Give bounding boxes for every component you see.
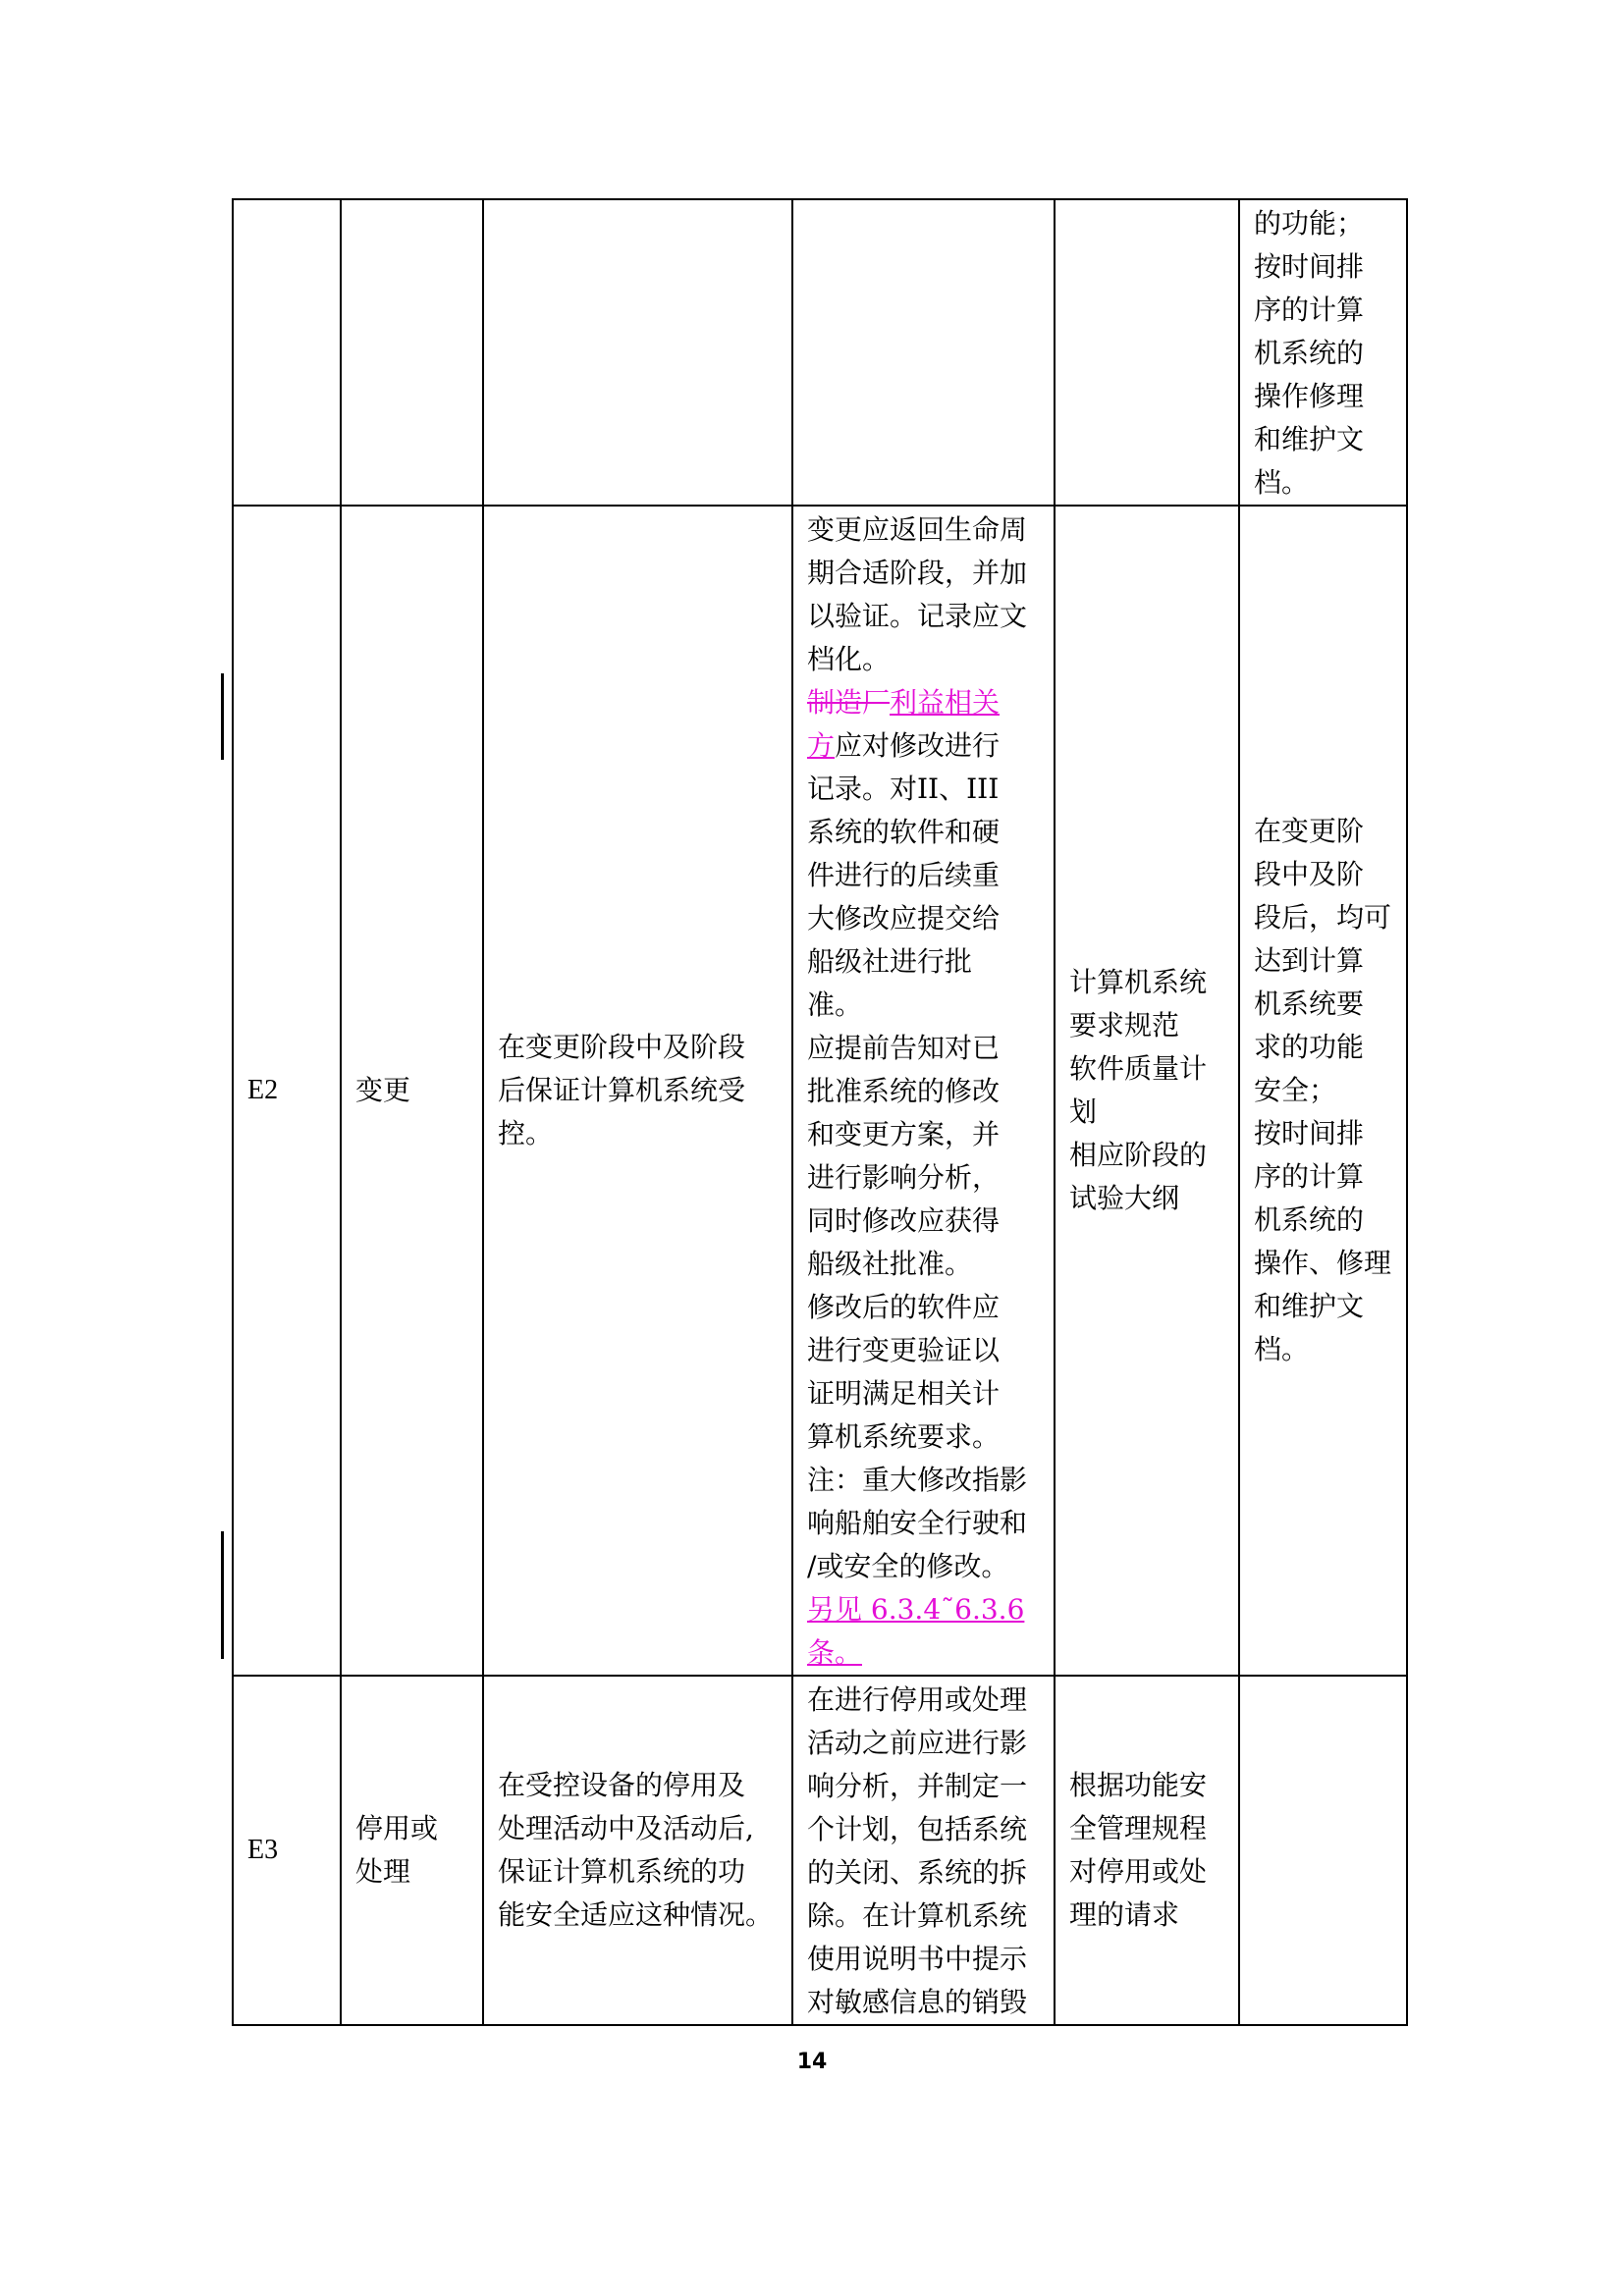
text-line: 使用说明书中提示 <box>807 1943 1028 1975</box>
text-line: 求的功能 <box>1254 1031 1365 1063</box>
text-line: 准。 <box>807 988 863 1021</box>
result-cell <box>1239 1676 1407 2025</box>
text-line: 期合适阶段，并加 <box>807 557 1028 589</box>
text-line: 大修改应提交给 <box>807 902 1001 934</box>
text-line: 算机系统要求。 <box>807 1420 1001 1453</box>
text-line: 记录。对II、III <box>807 773 1000 805</box>
revised-line <box>807 724 1040 768</box>
text-line: 和维护文 <box>1254 1290 1365 1322</box>
text-line: 证明满足相关计 <box>807 1377 1001 1410</box>
deleted-text: 制造厂 <box>807 686 891 719</box>
text-line: 停用或 <box>355 1812 439 1844</box>
text-line: 段中及阶 <box>1254 858 1365 890</box>
text-line: 同时修改应获得 <box>807 1204 1001 1237</box>
requirements-cell <box>792 1676 1055 2025</box>
requirements-table <box>232 198 1408 2026</box>
text-line: 除。在计算机系统 <box>807 1899 1028 1932</box>
text-line: 机系统要 <box>1254 988 1365 1020</box>
documents-cell <box>1055 506 1239 1676</box>
table-row <box>233 199 1407 506</box>
see-also-reference <box>807 1588 1040 1675</box>
text-line: 船级社批准。 <box>807 1248 973 1280</box>
text-line: 序的计算 <box>1254 1160 1365 1193</box>
requirements-cell <box>792 506 1055 1676</box>
code-cell <box>233 199 341 506</box>
text-line: 变更应返回生命周 <box>807 513 1028 546</box>
page-number: 14 <box>796 2050 828 2074</box>
revised-line <box>807 681 1040 724</box>
code-cell: E3 <box>233 1676 341 2025</box>
text-line: 保证计算机系统的功 <box>498 1855 746 1888</box>
text-line: 段后，均可 <box>1254 901 1392 934</box>
text-line: 计算机系统 <box>1069 966 1208 998</box>
change-bar <box>221 673 224 760</box>
text-line: 操作、修理 <box>1254 1247 1392 1279</box>
text-line: 档。 <box>1254 466 1310 499</box>
text-line: 和变更方案，并 <box>807 1118 1001 1150</box>
text-line: 批准系统的修改 <box>807 1075 1001 1107</box>
text-line: 在变更阶段中及阶段 <box>498 1031 746 1063</box>
table-row <box>233 1676 1407 2025</box>
text-line: 系统的软件和硬 <box>807 816 1001 848</box>
documents-cell <box>1055 1676 1239 2025</box>
text-line: 应提前告知对已 <box>807 1032 1001 1064</box>
requirements-note <box>807 1459 1040 1588</box>
requirements-paragraph <box>807 508 1040 681</box>
text-line: 件进行的后续重 <box>807 859 1001 891</box>
documents-cell <box>1055 199 1239 506</box>
text-line: 对停用或处 <box>1069 1855 1208 1888</box>
text-line: 要求规范 <box>1069 1009 1180 1041</box>
text-line: 安全； <box>1254 1074 1337 1106</box>
text-line: 活动之前应进行影 <box>807 1727 1028 1759</box>
text-line: 条。 <box>807 1636 863 1669</box>
text-line: 序的计算 <box>1254 294 1365 326</box>
text-line: 的关闭、系统的拆 <box>807 1856 1028 1889</box>
objective-cell <box>483 1676 792 2025</box>
requirements-paragraph <box>807 1027 1040 1286</box>
text-line: 进行变更验证以 <box>807 1334 1001 1366</box>
text-line: 控。 <box>498 1117 554 1149</box>
code-cell: E2 <box>233 506 341 1676</box>
objective-cell <box>483 506 792 1676</box>
text-line: 按时间排 <box>1254 1117 1365 1149</box>
text-line: 根据功能安 <box>1069 1769 1208 1801</box>
text-line: 船级社进行批 <box>807 945 973 978</box>
text-line: 处理 <box>355 1855 411 1888</box>
text-line: 个计划，包括系统 <box>807 1813 1028 1845</box>
text-line: 处理活动中及活动后, <box>498 1812 754 1844</box>
text-line: 档。 <box>1254 1333 1310 1365</box>
phase-cell <box>341 199 483 506</box>
text-line: 软件质量计 <box>1069 1052 1208 1085</box>
phase-cell <box>341 1676 483 2025</box>
text-line: 能安全适应这种情况。 <box>498 1898 774 1931</box>
text-line: 机系统的 <box>1254 337 1365 369</box>
text-line: 注：重大修改指影 <box>807 1464 1028 1496</box>
requirements-paragraph <box>807 768 1040 1027</box>
text-line: 相应阶段的 <box>1069 1139 1208 1171</box>
text-line: 响船舶安全行驶和 <box>807 1507 1028 1539</box>
text-line: /或安全的修改。 <box>807 1550 1009 1582</box>
text-line: 的功能； <box>1254 207 1365 240</box>
text-line: 另见 6.3.4˜6.3.6 <box>807 1593 1025 1626</box>
objective-cell <box>483 199 792 506</box>
text-line: 试验大纲 <box>1069 1182 1180 1214</box>
result-cell <box>1239 506 1407 1676</box>
text-line: 全管理规程 <box>1069 1812 1208 1844</box>
text-line: 操作修理 <box>1254 380 1365 412</box>
text-line: 响分析，并制定一 <box>807 1770 1028 1802</box>
result-cell <box>1239 199 1407 506</box>
text-line: 和维护文 <box>1254 423 1365 455</box>
text-line: 对敏感信息的销毁 <box>807 1986 1028 2018</box>
phase-cell: 变更 <box>341 506 483 1676</box>
text-line: 在受控设备的停用及 <box>498 1769 746 1801</box>
requirements-cell <box>792 199 1055 506</box>
text-line: 后保证计算机系统受 <box>498 1074 746 1106</box>
text-line: 理的请求 <box>1069 1898 1180 1931</box>
inserted-text: 方 <box>807 729 836 762</box>
change-bar <box>221 1531 224 1659</box>
text-line: 按时间排 <box>1254 250 1365 283</box>
table-row <box>233 506 1407 1676</box>
text-line: 档化。 <box>807 643 891 675</box>
text-line: 机系统的 <box>1254 1203 1365 1236</box>
text-line: 以验证。记录应文 <box>807 600 1028 632</box>
requirements-text: 应对修改进行 <box>835 729 1001 762</box>
text-line: 修改后的软件应 <box>807 1291 1001 1323</box>
text-line: 在进行停用或处理 <box>807 1683 1028 1716</box>
text-line: 进行影响分析， <box>807 1161 1001 1194</box>
text-line: 划 <box>1069 1095 1098 1128</box>
requirements-paragraph <box>807 1286 1040 1459</box>
inserted-text: 利益相关 <box>890 686 1001 719</box>
text-line: 在变更阶 <box>1254 815 1365 847</box>
text-line: 达到计算 <box>1254 944 1365 977</box>
